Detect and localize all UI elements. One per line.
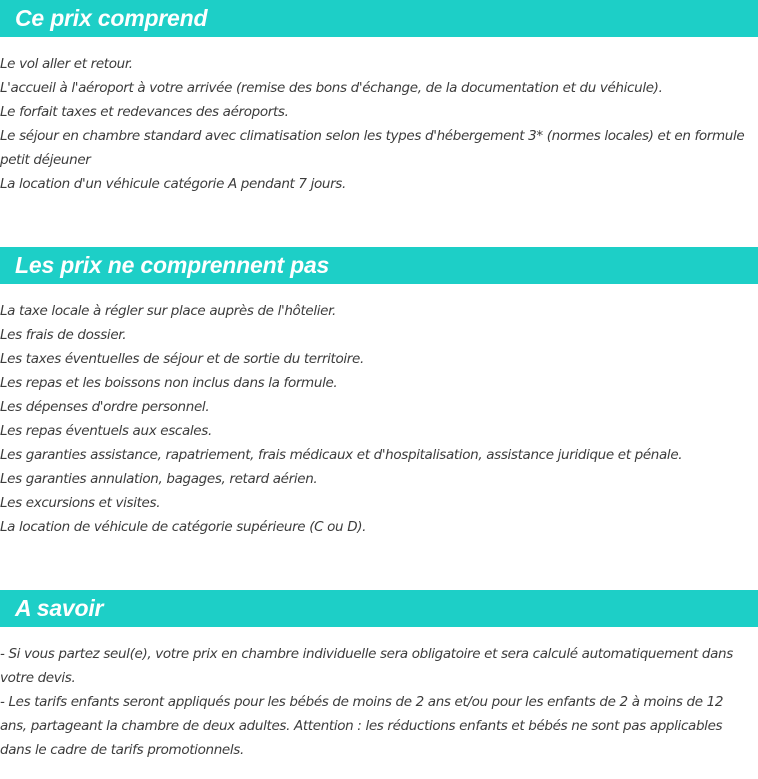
section-header-prix-ne-comprennent-pas — [0, 247, 758, 284]
list-item: La taxe locale à régler sur place auprès de l'hôtelier. — [0, 303, 337, 319]
list-item: Les repas et les boissons non inclus dans la formule. — [0, 375, 338, 391]
list-item: La location de véhicule de catégorie supérieure (C ou D). — [0, 519, 367, 535]
list-item: Le séjour en chambre standard avec climatisation selon les types d'hébergement 3* (normes locales) et en formule petit déjeuner — [0, 128, 745, 168]
list-item: L'accueil à l'aéroport à votre arrivée (remise des bons d'échange, de la documentation et du véhicule). — [0, 80, 663, 96]
section-header-prix-comprend — [0, 0, 758, 37]
list-item: La location d'un véhicule catégorie A pendant 7 jours. — [0, 176, 346, 192]
section-title: Ce prix comprend — [15, 5, 208, 31]
list-item: Les garanties annulation, bagages, retard aérien. — [0, 471, 318, 487]
section-header-a-savoir — [0, 590, 758, 627]
list-item: Les taxes éventuelles de séjour et de sortie du territoire. — [0, 351, 364, 367]
list-item: Les garanties assistance, rapatriement, frais médicaux et d'hospitalisation, assistance juridique et pénale. — [0, 447, 683, 463]
section-title: A savoir — [15, 595, 104, 621]
section-body-prix-ne-comprennent-pas — [0, 299, 758, 539]
list-item: Les dépenses d'ordre personnel. — [0, 399, 210, 415]
section-title: Les prix ne comprennent pas — [15, 252, 330, 278]
list-item: Le forfait taxes et redevances des aéroports. — [0, 104, 289, 120]
list-item: Les repas éventuels aux escales. — [0, 423, 212, 439]
list-item: - Les tarifs enfants seront appliqués pour les bébés de moins de 2 ans et/ou pour les enfants de 2 à moins de 12 ans, partageant la chambre de deux adultes. Attention : les réductions enfants et bébés ne sont pas applicables dans le cadre de tarifs promotionnels. — [0, 694, 724, 758]
section-body-a-savoir — [0, 642, 758, 762]
list-item: Les frais de dossier. — [0, 327, 127, 343]
section-body-prix-comprend — [0, 52, 758, 196]
list-item: Les excursions et visites. — [0, 495, 161, 511]
list-item: - Si vous partez seul(e), votre prix en chambre individuelle sera obligatoire et sera calculé automatiquement dans votre devis. — [0, 646, 733, 686]
list-item: Le vol aller et retour. — [0, 56, 133, 72]
